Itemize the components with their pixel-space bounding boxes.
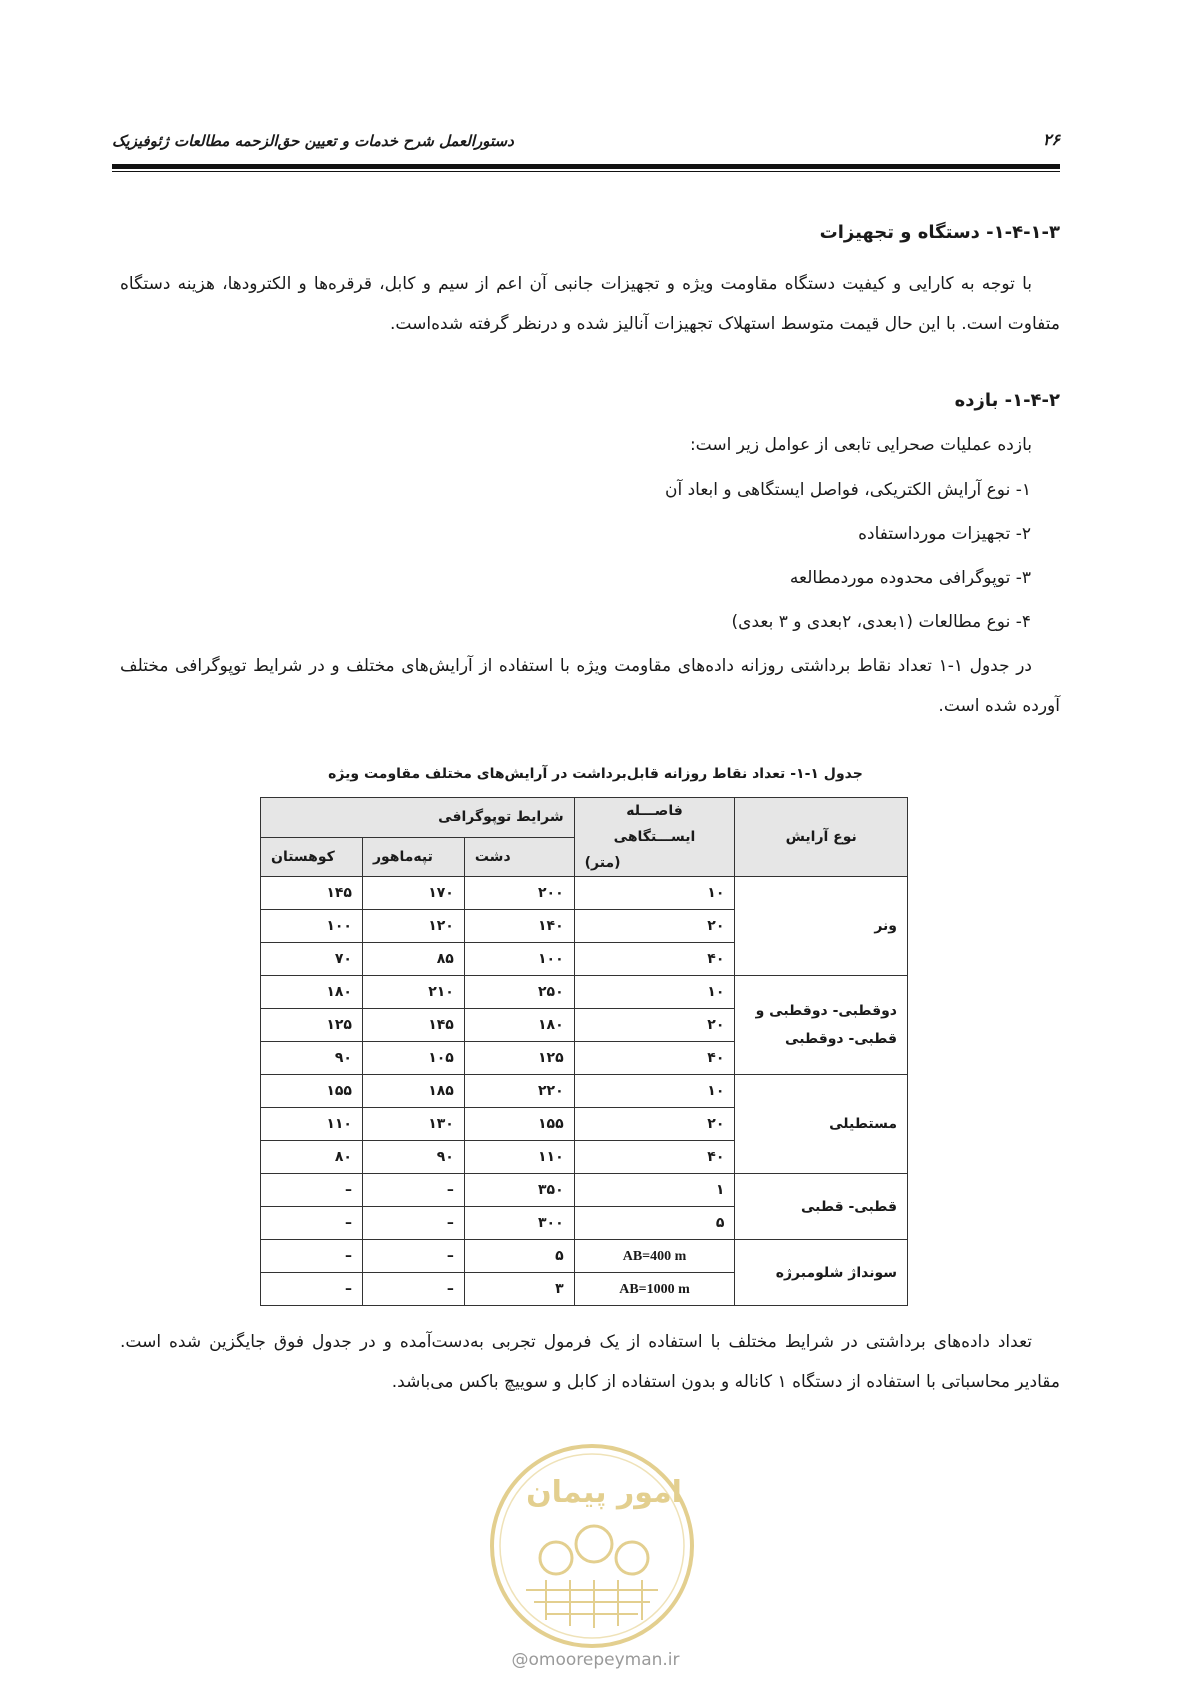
distance-cell <box>574 1240 735 1273</box>
equipment-paragraph: با توجه به کارایی و کیفیت دستگاه مقاومت ویژه و تجهیزات جانبی آن اعم از سیم و کابل، قرقره‌ها و الکترودها، هزینه دستگاه متفاوت است. با این حال قیمت متوسط استهلاک تجهیزات آنالیز شده و درنظر گرفته شده‌است. <box>120 274 1060 334</box>
mountain-cell: ۱۸۰ <box>261 976 363 1009</box>
hills-cell: ۲۱۰ <box>362 976 464 1009</box>
plain-cell: ۱۱۰ <box>464 1141 574 1174</box>
distance-cell <box>574 1273 735 1306</box>
mountain-cell: – <box>261 1273 363 1306</box>
plain-cell: ۳۵۰ <box>464 1174 574 1207</box>
closing-paragraph: تعداد داده‌های برداشتی در شرایط مختلف با استفاده از یک فرمول تجربی به‌دست‌آمده و در جدول فوق جایگزین شده است. مقادیر محاسباتی با استفاده از دستگاه ۱ کاناله و بدون استفاده از کابل و سوییچ باکس می‌باشد. <box>120 1332 1060 1392</box>
efficiency-table <box>260 797 908 1306</box>
plain-cell: ۳ <box>464 1273 574 1306</box>
section-heading-equipment: ۱-۴-۱-۳- دستگاه و تجهیزات <box>819 222 1060 243</box>
seal-text: امور پیمان <box>526 1475 682 1510</box>
list-item: ۴- نوع مطالعات (۱بعدی، ۲بعدی و ۳ بعدی) <box>731 612 1031 632</box>
plain-cell: ۱۴۰ <box>464 910 574 943</box>
mountain-cell: ۱۲۵ <box>261 1009 363 1042</box>
hills-cell: – <box>362 1174 464 1207</box>
header-plain: دشت <box>464 837 574 877</box>
table-row <box>261 1240 908 1273</box>
distance-value: AB=1000 m <box>619 1281 690 1297</box>
hills-cell: ۱۰۵ <box>362 1042 464 1075</box>
hills-cell: ۸۵ <box>362 943 464 976</box>
page-header <box>112 128 1060 156</box>
header-rule-thin <box>112 171 1060 172</box>
watermark-text: @omoorepeyman.ir <box>511 1650 680 1670</box>
efficiency-intro: بازده عملیات صحرایی تابعی از عوامل زیر است: <box>689 435 1032 455</box>
header-station-distance-label: فاصـــله ایســـتگاهی <box>613 803 696 845</box>
mountain-cell: ۸۰ <box>261 1141 363 1174</box>
table-row <box>261 1174 908 1207</box>
plain-cell: ۱۲۵ <box>464 1042 574 1075</box>
mountain-cell: – <box>261 1174 363 1207</box>
distance-cell: ۱۰ <box>574 877 735 910</box>
mountain-cell: ۱۰۰ <box>261 910 363 943</box>
distance-cell: ۱۰ <box>574 1075 735 1108</box>
table-caption: جدول ۱-۱- تعداد نقاط روزانه قابل‌برداشت در آرایش‌های مختلف مقاومت ویژه <box>328 766 863 782</box>
mountain-cell: ۱۵۵ <box>261 1075 363 1108</box>
hills-cell: ۱۷۰ <box>362 877 464 910</box>
hills-cell: ۹۰ <box>362 1141 464 1174</box>
hills-cell: ۱۴۵ <box>362 1009 464 1042</box>
plain-cell: ۱۸۰ <box>464 1009 574 1042</box>
distance-cell: ۴۰ <box>574 1141 735 1174</box>
running-title: دستورالعمل شرح خدمات و تعیین حق‌الزحمه مطالعات ژئوفیزیک <box>112 132 514 150</box>
distance-cell: ۱۰ <box>574 976 735 1009</box>
mountain-cell: ۱۴۵ <box>261 877 363 910</box>
plain-cell: ۲۵۰ <box>464 976 574 1009</box>
header-station-unit: (متر) <box>584 855 621 871</box>
distance-cell: ۵ <box>574 1207 735 1240</box>
array-name: ونر <box>735 877 908 976</box>
hills-cell: ۱۲۰ <box>362 910 464 943</box>
header-mountain: کوهستان <box>261 837 363 877</box>
header-topography: شرایط توپوگرافی <box>261 798 575 838</box>
distance-cell: ۴۰ <box>574 1042 735 1075</box>
table-row <box>261 877 908 910</box>
header-rule-thick <box>112 164 1060 169</box>
header-hills: تپه‌ماهور <box>362 837 464 877</box>
distance-cell: ۲۰ <box>574 910 735 943</box>
page-number: ۲۶ <box>1042 130 1060 149</box>
table-intro-paragraph: در جدول ۱-۱ تعداد نقاط برداشتی روزانه داده‌های مقاومت ویژه با استفاده از آرایش‌های مختلف و در شرایط توپوگرافی مختلف آورده شده است. <box>120 656 1060 716</box>
plain-cell: ۵ <box>464 1240 574 1273</box>
mountain-cell: ۹۰ <box>261 1042 363 1075</box>
plain-cell: ۲۰۰ <box>464 877 574 910</box>
distance-cell: ۲۰ <box>574 1108 735 1141</box>
hills-cell: – <box>362 1240 464 1273</box>
mountain-cell: ۱۱۰ <box>261 1108 363 1141</box>
hills-cell: ۱۸۵ <box>362 1075 464 1108</box>
header-array-type: نوع آرایش <box>735 798 908 877</box>
hills-cell: – <box>362 1207 464 1240</box>
section-heading-efficiency: ۱-۴-۲- بازده <box>954 390 1060 411</box>
distance-cell: ۲۰ <box>574 1009 735 1042</box>
mountain-cell: – <box>261 1240 363 1273</box>
list-item: ۱- نوع آرایش الکتریکی، فواصل ایستگاهی و ابعاد آن <box>664 480 1031 500</box>
distance-value: AB=400 m <box>622 1248 687 1264</box>
distance-cell: ۱ <box>574 1174 735 1207</box>
list-item: ۳- توپوگرافی محدوده موردمطالعه <box>789 568 1031 588</box>
array-name: سونداژ شلومبرژه <box>735 1240 908 1306</box>
header-station-distance <box>574 798 735 877</box>
table-row <box>261 976 908 1009</box>
array-name: مستطیلی <box>735 1075 908 1174</box>
array-name: دوقطبی- دوقطبی و قطبی- دوقطبی <box>735 976 908 1075</box>
plain-cell: ۳۰۰ <box>464 1207 574 1240</box>
mountain-cell: – <box>261 1207 363 1240</box>
seal-logo-icon <box>486 1440 698 1652</box>
plain-cell: ۲۲۰ <box>464 1075 574 1108</box>
distance-cell: ۴۰ <box>574 943 735 976</box>
array-name: قطبی- قطبی <box>735 1174 908 1240</box>
hills-cell: ۱۳۰ <box>362 1108 464 1141</box>
mountain-cell: ۷۰ <box>261 943 363 976</box>
plain-cell: ۱۵۵ <box>464 1108 574 1141</box>
list-item: ۲- تجهیزات مورداستفاده <box>858 524 1031 544</box>
plain-cell: ۱۰۰ <box>464 943 574 976</box>
hills-cell: – <box>362 1273 464 1306</box>
table-row <box>261 1075 908 1108</box>
